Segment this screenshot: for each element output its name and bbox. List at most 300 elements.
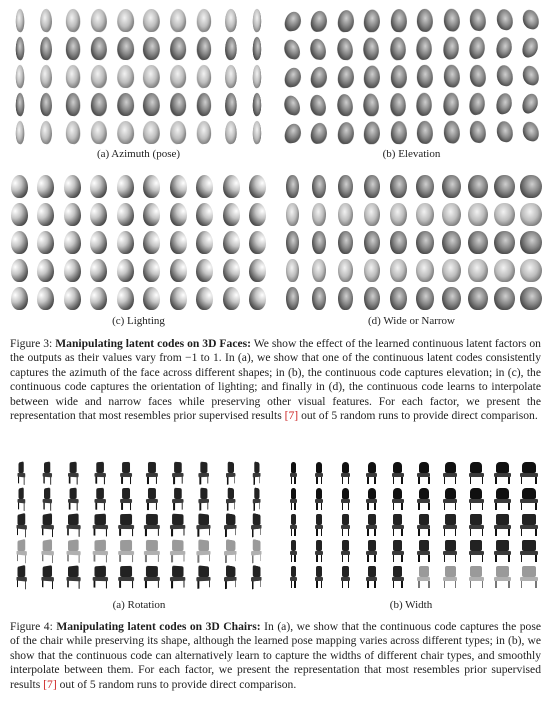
chair-thumbnail [87,486,113,512]
face-thumbnail [86,90,113,118]
face-thumbnail [279,172,306,200]
face-image [197,64,211,89]
face-thumbnail [86,34,113,62]
face-image [468,231,488,254]
chair-thumbnail [8,512,34,538]
chair-thumbnail [8,564,34,590]
face-image [143,92,160,115]
face-thumbnail [412,6,439,34]
chair-thumbnail [463,512,489,538]
chair-leg [260,581,261,588]
chair-leg [418,555,420,562]
subcaption-chair-width: (b) Width [389,599,433,611]
face-thumbnail [218,34,245,62]
face-thumbnail [192,118,219,146]
face-thumbnail [218,6,245,34]
chair-leg [103,503,105,510]
chair-image [40,459,57,486]
chair-image [518,565,540,588]
face-image [468,203,488,226]
chair-back [43,513,52,525]
chair-back [122,462,130,473]
chair-leg [455,555,457,562]
chair-thumbnail [306,564,332,590]
face-thumbnail [245,34,272,62]
chair-thumbnail [244,460,270,486]
face-thumbnail [6,90,33,118]
chair-back [225,539,234,551]
face-image [416,36,432,60]
face-image [197,8,211,33]
chair-image [167,486,188,511]
face-thumbnail [59,34,86,62]
face-thumbnail [192,90,219,118]
face-image [284,10,302,32]
chair-leg [482,477,484,484]
chair-thumbnail [332,564,358,590]
face-image [66,92,80,117]
face-thumbnail [279,118,306,146]
face-thumbnail [59,118,86,146]
chair-back [43,565,52,577]
chair-image [248,563,263,591]
face-thumbnail [465,228,492,256]
citation-link[interactable]: [7] [43,677,57,691]
face-thumbnail [491,62,518,90]
chair-leg [69,503,70,510]
face-thumbnail [332,90,359,118]
chair-back [120,514,132,525]
face-image [494,175,515,198]
chair-back [496,540,509,551]
chair-back [470,514,482,525]
face-thumbnail [245,118,272,146]
face-thumbnail [192,200,219,228]
chair-image [387,539,409,562]
chair-leg [93,555,94,562]
face-thumbnail [192,256,219,284]
chair-leg [129,503,131,510]
chair-thumbnail [165,486,191,512]
chair-back [291,488,296,499]
chair-leg [42,555,43,562]
face-thumbnail [465,200,492,228]
face-image [37,259,54,282]
face-thumbnail [6,256,33,284]
face-thumbnail [139,118,166,146]
chair-leg [321,529,323,536]
face-image [64,231,81,254]
face-image [11,287,28,310]
face-image [253,91,262,117]
face-image [64,287,81,310]
chair-back [68,513,79,525]
chair-thumbnail [359,538,385,564]
chair-image [167,512,188,537]
figure3-panel-a [6,6,271,146]
figure4-text: In (a), we show that the continuous code captures the pose of the chair while preserving its shape, although the learned pose mapping varies across different types; in (b), we show that the continuous code can alternatively learn to capture the widths of different chair types, and smoothly interpolate between them. For each factor, we present the representation that most resembles prior supervised results [10,620,541,691]
face-image [442,203,461,226]
chair-image [361,565,383,588]
chair-leg [69,477,70,484]
chair-back [368,462,376,473]
face-image [225,119,237,145]
chair-leg [291,581,293,588]
face-image [223,231,240,254]
chair-thumbnail [139,486,165,512]
chair-leg [444,555,446,562]
face-thumbnail [518,172,545,200]
chair-back [19,461,24,473]
face-image [470,64,487,88]
chair-thumbnail [516,564,542,590]
chair-leg [234,581,235,588]
chair-leg [444,503,446,510]
chair-image [518,487,540,510]
face-thumbnail [33,228,60,256]
face-image [364,120,381,144]
chair-leg [374,503,376,510]
face-thumbnail [359,256,386,284]
chair-thumbnail [332,460,358,486]
chair-thumbnail [87,538,113,564]
face-thumbnail [385,34,412,62]
chair-leg [198,529,199,537]
face-thumbnail [412,118,439,146]
chair-leg [508,581,510,588]
face-thumbnail [245,172,272,200]
face-thumbnail [139,256,166,284]
chair-leg [348,581,350,588]
chair-image [167,460,188,485]
chair-thumbnail [516,512,542,538]
chair-leg [455,581,457,588]
face-thumbnail [245,6,272,34]
chair-thumbnail [244,538,270,564]
face-image [363,92,379,116]
chair-back [368,514,376,525]
chair-leg [374,529,376,536]
chair-leg [418,503,420,510]
face-image [310,9,328,32]
chair-leg [521,529,523,536]
face-image [520,287,542,310]
face-image [416,175,434,198]
face-image [416,92,432,116]
face-image [66,120,80,145]
chair-thumbnail [244,564,270,590]
chair-image [221,459,238,486]
face-image [522,120,540,142]
face-thumbnail [165,118,192,146]
citation-link[interactable]: [7] [284,409,299,423]
face-thumbnail [139,34,166,62]
chair-image [40,511,57,538]
chair-image [439,565,461,588]
chair-leg [321,581,323,588]
chair-image [221,537,238,564]
face-image [40,7,52,33]
chair-back [445,488,456,499]
chair-back [522,514,536,525]
chair-thumbnail [280,538,306,564]
face-image [66,64,80,89]
chair-back [445,462,456,473]
chair-thumbnail [60,538,86,564]
figure3-panel-d [279,172,544,312]
chair-thumbnail [516,538,542,564]
face-image [249,203,266,226]
face-image [143,64,160,87]
chair-leg [252,555,253,563]
face-thumbnail [465,118,492,146]
face-image [363,36,379,60]
face-thumbnail [279,284,306,312]
chair-leg [157,555,158,562]
face-thumbnail [279,200,306,228]
face-thumbnail [412,34,439,62]
chair-leg [78,555,79,563]
chair-back [252,539,260,551]
chair-back [199,513,210,525]
chair-leg [23,503,24,511]
face-thumbnail [306,256,333,284]
chair-thumbnail [165,512,191,538]
face-image [11,259,28,282]
chair-back [146,540,158,551]
chair-thumbnail [385,564,411,590]
chair-back [68,565,79,577]
chair-leg [25,555,26,563]
chair-image [15,459,30,487]
figure3-caption [10,337,541,423]
face-image [15,119,24,145]
face-image [196,175,213,198]
face-image [364,8,381,32]
chair-thumbnail [411,486,437,512]
face-thumbnail [332,34,359,62]
chair-back [44,461,50,473]
chair-image [248,511,263,539]
face-image [66,36,80,61]
chair-leg [291,477,293,484]
face-image [494,259,515,282]
chair-leg [68,581,69,588]
chair-leg [291,555,293,562]
subcaption-elevation: (b) Elevation [382,148,441,160]
face-thumbnail [279,228,306,256]
chair-thumbnail [437,538,463,564]
face-image [390,231,407,254]
chair-back [70,462,77,473]
chair-leg [444,581,446,588]
face-image [223,175,240,198]
chair-leg [157,529,158,536]
face-thumbnail [279,62,306,90]
chair-thumbnail [139,538,165,564]
face-thumbnail [385,90,412,118]
chair-back [368,540,376,551]
chair-image [518,513,540,536]
chair-back [227,461,233,473]
face-thumbnail [491,172,518,200]
chair-leg [260,529,261,536]
chair-back [146,566,158,577]
face-image [170,92,186,116]
chair-thumbnail [385,486,411,512]
face-image [284,122,302,144]
face-thumbnail [518,62,545,90]
chair-leg [367,555,369,562]
chair-image [193,460,213,486]
chair-leg [428,555,430,562]
chair-image [492,461,514,484]
chair-image [65,460,85,486]
chair-image [492,539,514,562]
chair-back [174,488,182,499]
chair-leg [105,581,107,588]
face-thumbnail [438,200,465,228]
chair-back [17,565,25,577]
face-image [443,92,459,116]
face-image [338,175,353,198]
face-thumbnail [359,34,386,62]
face-image [223,203,240,226]
face-thumbnail [385,62,412,90]
chair-thumbnail [490,564,516,590]
chair-back [291,540,296,551]
face-thumbnail [218,62,245,90]
chair-image [465,487,487,510]
chair-leg [482,503,484,510]
face-thumbnail [112,62,139,90]
subcaption-azimuth: (a) Azimuth (pose) [96,148,181,160]
chair-leg [495,477,497,484]
face-image [337,92,353,116]
chair-leg [155,503,156,510]
figure4-panel-a [8,460,270,590]
face-image [416,203,434,226]
face-thumbnail [518,256,545,284]
chair-image [115,461,137,485]
chair-leg [198,555,199,563]
face-image [469,92,485,116]
face-thumbnail [465,256,492,284]
face-thumbnail [165,172,192,200]
face-image [225,63,237,89]
chair-image [334,539,356,562]
chair-leg [173,503,175,510]
chair-image [439,461,461,484]
chair-leg [316,581,318,588]
chair-leg [535,581,537,588]
chair-thumbnail [359,564,385,590]
chair-image [221,511,238,538]
chair-thumbnail [359,512,385,538]
chair-thumbnail [191,564,217,590]
chair-leg [374,555,376,562]
face-thumbnail [59,172,86,200]
face-image [91,8,107,32]
chair-image [40,537,57,564]
face-image [364,175,380,198]
face-image [197,92,211,117]
chair-back [254,487,259,499]
chair-image [413,461,435,484]
chair-image [439,513,461,536]
face-thumbnail [165,62,192,90]
face-image [494,231,515,254]
chair-thumbnail [218,512,244,538]
face-image [40,63,52,89]
chair-thumbnail [516,460,542,486]
face-thumbnail [112,284,139,312]
figure4-label: Figure 4: [10,620,57,633]
chair-image [334,461,356,484]
chair-thumbnail [60,564,86,590]
chair-leg [173,477,175,484]
chair-image [413,565,435,588]
chair-back [201,462,208,473]
face-image [468,259,488,282]
chair-leg [42,529,43,536]
face-image [390,203,407,226]
face-image [310,37,327,61]
chair-back [94,540,105,551]
face-image [496,8,514,31]
chair-image [193,538,213,564]
chair-image [221,485,238,512]
chair-leg [367,477,369,484]
chair-back [122,488,130,499]
face-thumbnail [465,34,492,62]
chair-image [413,513,435,536]
face-thumbnail [491,6,518,34]
face-thumbnail [192,284,219,312]
chair-leg [508,555,510,562]
chair-leg [95,477,96,484]
chair-image [90,486,111,511]
chair-image [387,565,409,588]
face-image [253,63,262,89]
chair-back [254,461,259,473]
face-thumbnail [33,172,60,200]
chair-image [361,461,383,484]
chair-back [17,513,25,525]
face-image [117,175,134,198]
chair-back [445,540,456,551]
face-thumbnail [139,200,166,228]
chair-leg [103,477,105,484]
chair-image [65,486,85,512]
chair-leg [25,529,26,537]
face-image [253,7,262,33]
face-image [390,92,406,116]
chair-image [492,565,514,588]
face-image [364,203,380,226]
face-thumbnail [359,90,386,118]
face-image [37,203,54,226]
face-image [223,259,240,282]
face-image [286,259,299,282]
chair-thumbnail [280,512,306,538]
chair-image [248,485,263,513]
face-image [337,120,354,144]
face-thumbnail [438,256,465,284]
chair-leg [78,581,79,589]
face-thumbnail [438,172,465,200]
chair-thumbnail [87,564,113,590]
